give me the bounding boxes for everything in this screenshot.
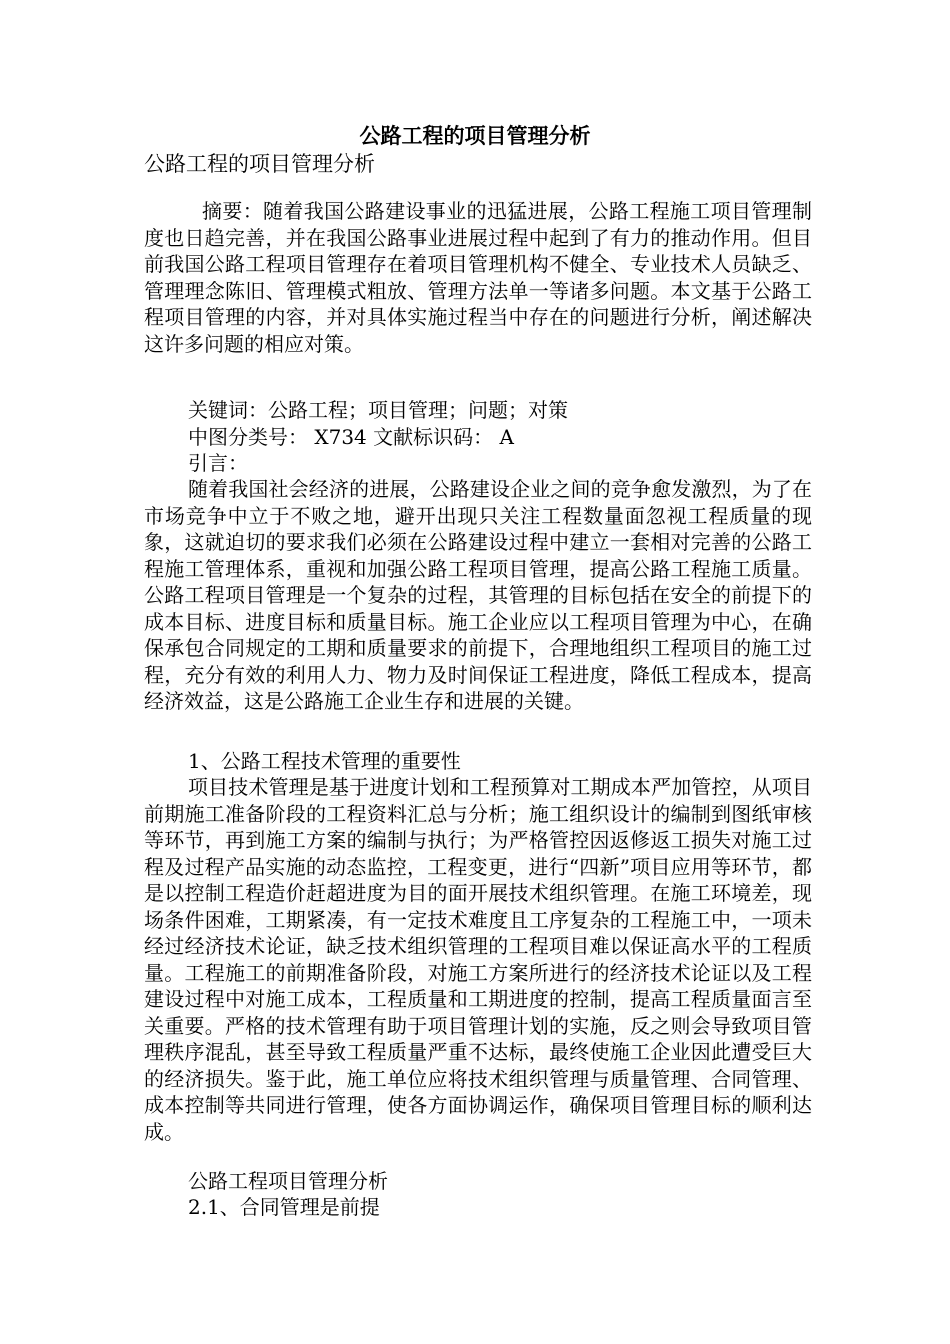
section2-1-heading: 2.1、合同管理是前提 (188, 1195, 380, 1219)
classification-line: 中图分类号： X734 文献标识码： A (188, 425, 514, 449)
section2-heading: 公路工程项目管理分析 (188, 1169, 388, 1193)
document-title: 公路工程的项目管理分析 (359, 124, 591, 148)
intro-label: 引言： (188, 451, 248, 475)
section1-heading: 1、公路工程技术管理的重要性 (188, 749, 461, 773)
intro-paragraph: 随着我国社会经济的进展，公路建设企业之间的竞争愈发激烈，为了在市场竞争中立于不败之地，避开出现只关注工程数量面忽视工程质量的现象，这就迫切的要求我们必须在公路建设过程中建立一套相对完善的公路工程施工管理体系，重视和加强公路工程项目管理，提高公路工程施工质量。公路工程项目管理是一个复杂的过程，其管理的目标包括在安全的前提下的成本目标、进度目标和质量目标。施工企业应以工程项目管理为中心，在确保承包合同规定的工期和质量要求的前提下，合理地组织工程项目的施工过程，充分有效的利用人力、物力及时间保证工程进度，降低工程成本，提高经济效益，这是公路施工企业生存和进展的关键。 (144, 477, 812, 713)
keywords-line: 关键词：公路工程；项目管理；问题；对策 (188, 398, 568, 422)
document-subtitle: 公路工程的项目管理分析 (144, 152, 375, 176)
section1-paragraph: 项目技术管理是基于进度计划和工程预算对工期成本严加管控，从项目前期施工准备阶段的工程资料汇总与分析；施工组织设计的编制到图纸审核等环节，再到施工方案的编制与执行；为严格管控因返修返工损失对施工过程及过程产品实施的动态监控，工程变更，进行“四新”项目应用等环节，都是以控制工程造价赶超进度为目的面开展技术组织管理。在施工环境差，现场条件困难，工期紧凑，有一定技术难度且工序复杂的工程施工中，一项未经过经济技术论证，缺乏技术组织管理的工程项目难以保证高水平的工程质量。工程施工的前期准备阶段，对施工方案所进行的经济技术论证以及工程建设过程中对施工成本，工程质量和工期进度的控制，提高工程质量面言至关重要。严格的技术管理有助于项目管理计划的实施，反之则会导致项目管理秩序混乱，甚至导致工程质量严重不达标，最终使施工企业因此遭受巨大的经济损失。鉴于此，施工单位应将技术组织管理与质量管理、合同管理、成本控制等共同进行管理，使各方面协调运作，确保项目管理目标的顺利达成。 (144, 775, 812, 1144)
abstract-paragraph: 摘要：随着我国公路建设事业的迅猛进展，公路工程施工项目管理制度也日趋完善，并在我国公路事业进展过程中起到了有力的推动作用。但目前我国公路工程项目管理存在着项目管理机构不健全、专业技术人员缺乏、管理理念陈旧、管理模式粗放、管理方法单一等诸多问题。本文基于公路工程项目管理的内容，并对具体实施过程当中存在的问题进行分析，阐述解决这许多问题的相应对策。 (144, 199, 812, 356)
